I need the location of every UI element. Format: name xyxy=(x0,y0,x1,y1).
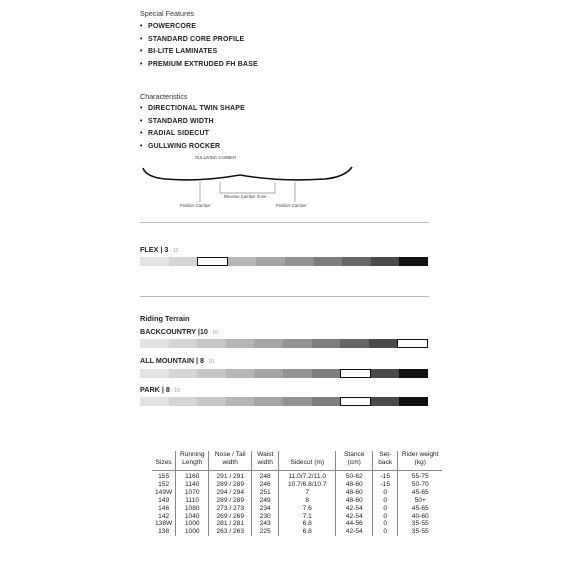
cell-size: 149W xyxy=(155,488,173,496)
table-row xyxy=(152,528,442,536)
header-nose-tail-width: Nose / Tail width xyxy=(209,451,252,471)
table-row xyxy=(152,505,442,513)
scale-segment xyxy=(369,339,398,348)
cell-stance: 48-60 xyxy=(336,497,373,505)
table-row xyxy=(152,497,442,505)
cell-running-length: 1110 xyxy=(176,497,209,505)
cell-setback: 0 xyxy=(373,528,398,536)
header-sidecut: Sidecut (m) xyxy=(279,451,336,471)
cell-rider-weight: 55-75 xyxy=(398,471,443,481)
cell-sidecut: 8 xyxy=(279,497,336,505)
cell-stance: 42-54 xyxy=(336,505,373,513)
cell-running-length: 1000 xyxy=(176,520,209,528)
table-row xyxy=(152,471,442,481)
scale-segment xyxy=(226,339,255,348)
header-running-length: Running Length xyxy=(176,451,209,471)
specs-header-row xyxy=(152,451,442,471)
reverse-camber-label: Reverse Camber Zone xyxy=(224,194,267,199)
scale-segment xyxy=(371,257,400,266)
cell-waist-width: 243 xyxy=(252,520,279,528)
cell-waist-width: 251 xyxy=(252,489,279,497)
specs-table xyxy=(152,451,442,536)
board-profile-curve xyxy=(140,152,355,214)
cell-sidecut: 11.0/7.2/11.0 xyxy=(279,471,336,481)
cell-size: 155 xyxy=(158,473,170,480)
scale-segment xyxy=(140,369,169,378)
characteristic-item: • RADIAL SIDECUT xyxy=(140,130,210,137)
scale-segment xyxy=(197,369,226,378)
header-rider-weight: Rider weight (kg) xyxy=(398,451,443,471)
scale-segment xyxy=(254,397,283,406)
scale-segment xyxy=(283,397,312,406)
cell-waist-width: 246 xyxy=(252,481,279,489)
scale-segment xyxy=(285,257,314,266)
scale-segment xyxy=(226,397,255,406)
scale-segment xyxy=(399,369,428,378)
divider xyxy=(140,222,429,223)
cell-waist-width: 225 xyxy=(252,528,279,536)
scale-segment xyxy=(254,339,283,348)
scale-segment xyxy=(399,257,428,266)
cell-size: 142 xyxy=(158,512,170,520)
cell-waist-width: 234 xyxy=(252,505,279,513)
cell-size: 152 xyxy=(158,480,170,488)
scale-segment xyxy=(169,257,198,266)
cell-setback: 0 xyxy=(373,505,398,513)
cell-stance: 50-62 xyxy=(336,471,373,481)
cell-nose-tail-width: 263 / 263 xyxy=(209,528,252,536)
scale-selected-segment xyxy=(397,339,428,348)
scale-segment xyxy=(342,257,371,266)
scale-segment xyxy=(197,339,226,348)
cell-running-length: 1140 xyxy=(176,481,209,489)
cell-waist-width: 249 xyxy=(252,497,279,505)
cell-sidecut: 7.6 xyxy=(279,505,336,513)
cell-rider-weight: 50+ xyxy=(398,497,443,505)
park-scale xyxy=(140,397,428,406)
scale-segment xyxy=(312,339,341,348)
cell-nose-tail-width: 294 / 294 xyxy=(209,489,252,497)
cell-stance: 42-54 xyxy=(336,528,373,536)
cell-stance: 44-56 xyxy=(336,520,373,528)
scale-segment xyxy=(314,257,343,266)
characteristic-item: • DIRECTIONAL TWIN SHAPE xyxy=(140,105,245,112)
positive-camber-right-label: Positive Camber xyxy=(276,203,307,208)
cell-size: 138W xyxy=(155,520,173,528)
cell-sidecut: 7.1 xyxy=(279,513,336,521)
cell-nose-tail-width: 281 / 281 xyxy=(209,520,252,528)
cell-setback: 0 xyxy=(373,489,398,497)
scale-segment xyxy=(312,397,341,406)
cell-waist-width: 230 xyxy=(252,513,279,521)
flex-label: FLEX | 3 - 10 xyxy=(140,245,179,254)
characteristics-title: Characteristics xyxy=(140,92,188,101)
cell-sidecut: 6.8 xyxy=(279,520,336,528)
backcountry-scale xyxy=(140,339,428,348)
camber-profile-diagram xyxy=(140,152,355,214)
scale-segment xyxy=(197,397,226,406)
scale-segment xyxy=(140,257,169,266)
cell-nose-tail-width: 289 / 289 xyxy=(209,497,252,505)
table-row xyxy=(152,520,442,528)
characteristic-item: • GULLWING ROCKER xyxy=(140,142,221,150)
cell-nose-tail-width: 269 / 269 xyxy=(209,513,252,521)
cell-sidecut: 6.8 xyxy=(279,528,336,536)
header-sizes: Sizes xyxy=(152,451,176,471)
all-mountain-label: ALL MOUNTAIN | 8 - 10 xyxy=(140,356,215,365)
special-features-list xyxy=(140,21,258,71)
cell-rider-weight: 40-60 xyxy=(398,513,443,521)
scale-segment xyxy=(371,369,400,378)
scale-segment xyxy=(256,257,285,266)
cell-nose-tail-width: 273 / 273 xyxy=(209,505,252,513)
cell-rider-weight: 45-65 xyxy=(398,505,443,513)
cell-setback: 0 xyxy=(373,520,398,528)
scale-segment xyxy=(399,397,428,406)
scale-segment xyxy=(140,339,169,348)
scale-segment xyxy=(283,369,312,378)
header-stance: Stance (cm) xyxy=(336,451,373,471)
specs-body xyxy=(152,471,442,537)
cell-setback: -15 xyxy=(373,471,398,481)
scale-selected-segment xyxy=(197,257,228,266)
cell-setback: 0 xyxy=(373,497,398,505)
feature-item: • PREMIUM EXTRUDED FH BASE xyxy=(140,60,258,68)
table-row xyxy=(152,513,442,521)
cell-sidecut: 7 xyxy=(279,489,336,497)
cell-running-length: 1070 xyxy=(176,489,209,497)
cell-setback: -15 xyxy=(373,481,398,489)
feature-item: • STANDARD CORE PROFILE xyxy=(140,35,245,43)
cell-running-length: 1000 xyxy=(176,528,209,536)
cell-nose-tail-width: 291 / 291 xyxy=(209,471,252,481)
characteristics-list xyxy=(140,103,245,153)
cell-nose-tail-width: 289 / 289 xyxy=(209,481,252,489)
scale-segment xyxy=(140,397,169,406)
scale-segment xyxy=(169,397,198,406)
cell-setback: 0 xyxy=(373,513,398,521)
scale-segment xyxy=(340,339,369,348)
cell-running-length: 1160 xyxy=(176,471,209,481)
positive-camber-left-label: Positive Camber xyxy=(180,203,211,208)
cell-rider-weight: 50-70 xyxy=(398,481,443,489)
flex-scale xyxy=(140,257,428,266)
characteristic-item: • STANDARD WIDTH xyxy=(140,117,214,125)
cell-stance: 48-60 xyxy=(336,481,373,489)
cell-size: 146 xyxy=(158,504,170,512)
park-label: PARK | 8 - 10 xyxy=(140,385,180,394)
cell-rider-weight: 45-65 xyxy=(398,489,443,497)
scale-segment xyxy=(228,257,257,266)
cell-rider-weight: 35-55 xyxy=(398,520,443,528)
riding-terrain-title: Riding Terrain xyxy=(140,314,190,323)
feature-item: • POWERCORE xyxy=(140,23,197,30)
table-row xyxy=(152,481,442,489)
cell-rider-weight: 35-55 xyxy=(398,528,443,536)
feature-item: • BI-LITE LAMINATES xyxy=(140,48,218,55)
header-waist-width: Waist width xyxy=(252,451,279,471)
scale-segment xyxy=(371,397,400,406)
cell-size: 149 xyxy=(158,496,170,504)
scale-segment xyxy=(169,339,198,348)
specs-table-wrap xyxy=(152,451,442,536)
cell-stance: 48-60 xyxy=(336,489,373,497)
special-features-title: Special Features xyxy=(140,9,194,18)
scale-segment xyxy=(283,339,312,348)
table-row xyxy=(152,489,442,497)
divider xyxy=(140,296,429,297)
profile-top-label: GULLWING CAMBER xyxy=(195,155,237,160)
scale-segment xyxy=(254,369,283,378)
cell-sidecut: 10.7/6.8/10.7 xyxy=(279,481,336,489)
all-mountain-scale xyxy=(140,369,428,378)
scale-segment xyxy=(312,369,341,378)
backcountry-label: BACKCOUNTRY |10 - 10 xyxy=(140,327,218,336)
scale-segment xyxy=(169,369,198,378)
header-setback: Set-back xyxy=(373,451,398,471)
cell-waist-width: 248 xyxy=(252,471,279,481)
cell-stance: 42-54 xyxy=(336,513,373,521)
cell-running-length: 1040 xyxy=(176,513,209,521)
scale-selected-segment xyxy=(340,369,371,378)
scale-segment xyxy=(226,369,255,378)
cell-running-length: 1080 xyxy=(176,505,209,513)
cell-size: 138 xyxy=(158,528,170,536)
scale-selected-segment xyxy=(340,397,371,406)
